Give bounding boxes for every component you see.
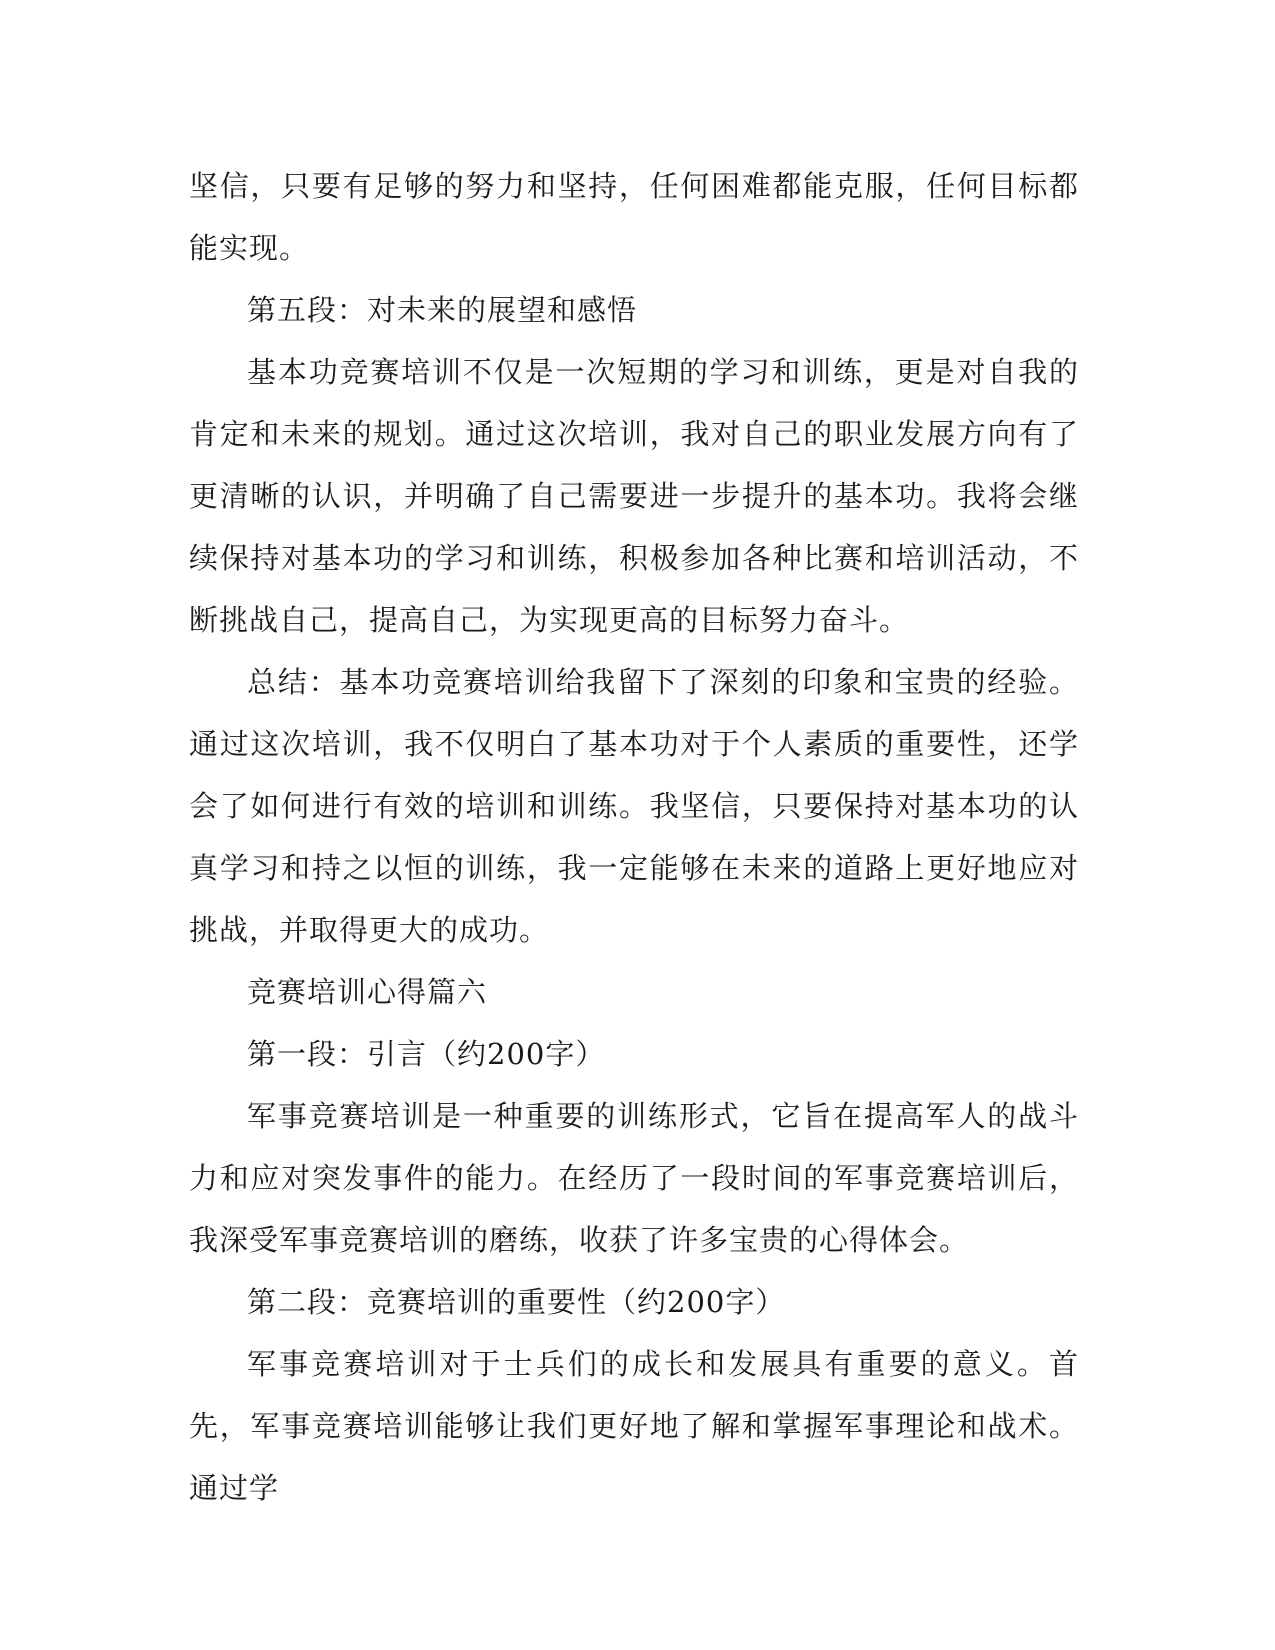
- paragraph-future-outlook: 基本功竞赛培训不仅是一次短期的学习和训练，更是对自我的肯定和未来的规划。通过这次培训，我对自己的职业发展方向有了更清晰的认识，并明确了自己需要进一步提升的基本功。我将会继续保持对基本功的学习和训练，积极参加各种比赛和培训活动，不断挑战自己，提高自己，为实现更高的目标努力奋斗。: [189, 355, 1079, 637]
- paragraph-summary: 总结：基本功竞赛培训给我留下了深刻的印象和宝贵的经验。通过这次培训，我不仅明白了基本功对于个人素质的重要性，还学会了如何进行有效的培训和训练。我坚信，只要保持对基本功的认真学习和持之以恒的训练，我一定能够在未来的道路上更好地应对挑战，并取得更大的成功。: [189, 665, 1079, 947]
- paragraph-introduction: 军事竞赛培训是一种重要的训练形式，它旨在提高军人的战斗力和应对突发事件的能力。在经历了一段时间的军事竞赛培训后，我深受军事竞赛培训的磨练，收获了许多宝贵的心得体会。: [189, 1099, 1079, 1257]
- paragraph-importance: 军事竞赛培训对于士兵们的成长和发展具有重要的意义。首先，军事竞赛培训能够让我们更好地了解和掌握军事理论和战术。通过学: [189, 1347, 1079, 1505]
- section-heading-two: 第二段：竞赛培训的重要性（约200字）: [247, 1285, 786, 1319]
- paragraph-continuation: 坚信，只要有足够的努力和坚持，任何困难都能克服，任何目标都能实现。: [189, 169, 1079, 265]
- document-body: [189, 155, 1079, 1519]
- section-heading-five: 第五段：对未来的展望和感悟: [247, 293, 638, 327]
- article-title-six: 竞赛培训心得篇六: [247, 975, 488, 1009]
- section-heading-one: 第一段：引言（约200字）: [247, 1037, 606, 1071]
